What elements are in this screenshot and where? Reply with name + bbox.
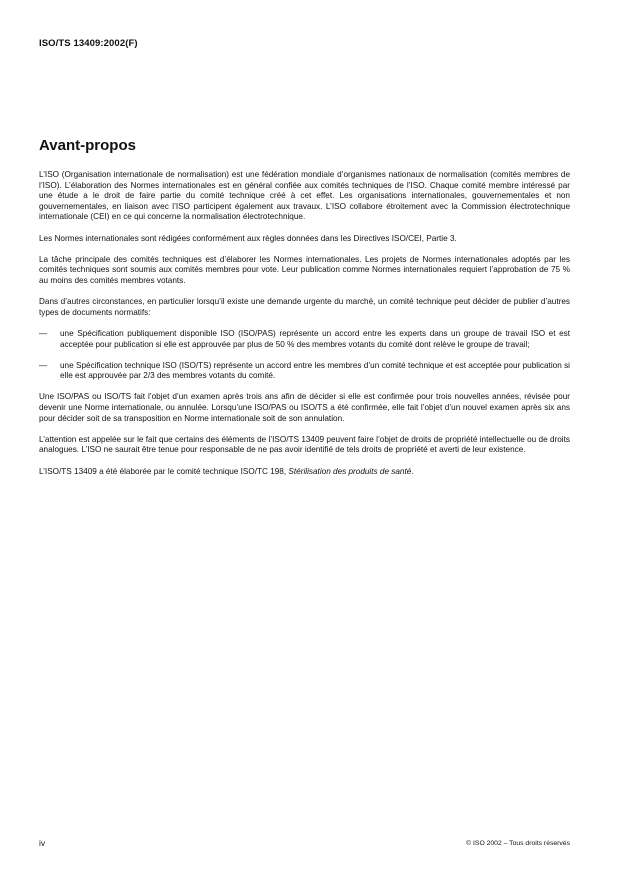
page-number: iv — [39, 838, 46, 848]
paragraph-directives: Les Normes internationales sont rédigées conformément aux règles données dans les Directives ISO/CEI, Partie 3. — [39, 233, 457, 243]
copyright-notice: © ISO 2002 – Tous droits réservés — [466, 840, 570, 847]
list-item-ts — [39, 361, 570, 382]
list-item-pas — [39, 329, 570, 350]
paragraph-main-task: La tâche principale des comités techniques est d’élaborer les Normes internationales. Les projets de Normes internationales adoptés par les comités techniques sont soumis aux comités membres pour vote. Leur publication comme Normes internationales requiert l’approbation de 75 % au moins des comités membres votants. — [39, 254, 570, 285]
committee-text: L’ISO/TS 13409 a été élaborée par le comité technique ISO/TC 198, — [39, 466, 289, 476]
list-item-text: une Spécification publiquement disponible ISO (ISO/PAS) représente un accord entre les experts dans un groupe de travail ISO et est acceptée pour publication si elle est approuvée par plus de 50 % des membres votants du comité dont relève le groupe de travail; — [60, 328, 570, 349]
page-title: Avant-propos — [39, 137, 136, 154]
committee-title: Stérilisation des produits de santé — [288, 466, 412, 476]
list-dash: — — [39, 328, 48, 338]
paragraph-review: Une ISO/PAS ou ISO/TS fait l’objet d’un examen après trois ans afin de décider si elle est confirmée pour trois nouvelles années, révisée pour devenir une Norme internationale, ou annulée. Lorsqu’une ISO/PAS ou ISO/TS a été confirmée, elle fait l’objet d’un nouvel examen après six ans pour décider soit de sa transposition en Norme internationale soit de son annulation. — [39, 392, 570, 423]
list-dash: — — [39, 360, 48, 370]
paragraph-patent-rights: L’attention est appelée sur le fait que certains des éléments de l’ISO/TS 13409 peuvent faire l’objet de droits de propriété intellectuelle ou de droits analogues. L’ISO ne saurait être tenue pour responsable de ne pas avoir identifié de tels droits de propriété et averti de leur existence. — [39, 434, 570, 455]
committee-period: . — [411, 466, 414, 476]
paragraph-committee — [39, 467, 570, 478]
list-item-text: une Spécification technique ISO (ISO/TS) représente un accord entre les membres d’un comité technique et est acceptée pour publication si elle est approuvée par 2/3 des membres votants du comité. — [60, 360, 570, 381]
paragraph-other-circumstances: Dans d’autres circonstances, en particulier lorsqu’il existe une demande urgente du marché, un comité technique peut décider de publier d’autres types de documents normatifs: — [39, 297, 570, 317]
paragraph-iso-intro: L’ISO (Organisation internationale de normalisation) est une fédération mondiale d’organismes nationaux de normalisation (comités membres de l’ISO). L’élaboration des Normes internationales est en général confiée aux comités techniques de l’ISO. Chaque comité membre intéressé par une étude a le droit de faire partie du comité technique créé à cet effet. Les organisations internationales, gouvernementales et non gouvernementales, en liaison avec l’ISO participent également aux travaux. L’ISO collabore étroitement avec la Commission électrotechnique internationale (CEI) en ce qui concerne la normalisation électrotechnique. — [39, 170, 570, 222]
foreword-body — [39, 170, 570, 488]
document-id-header: ISO/TS 13409:2002(F) — [39, 38, 138, 49]
